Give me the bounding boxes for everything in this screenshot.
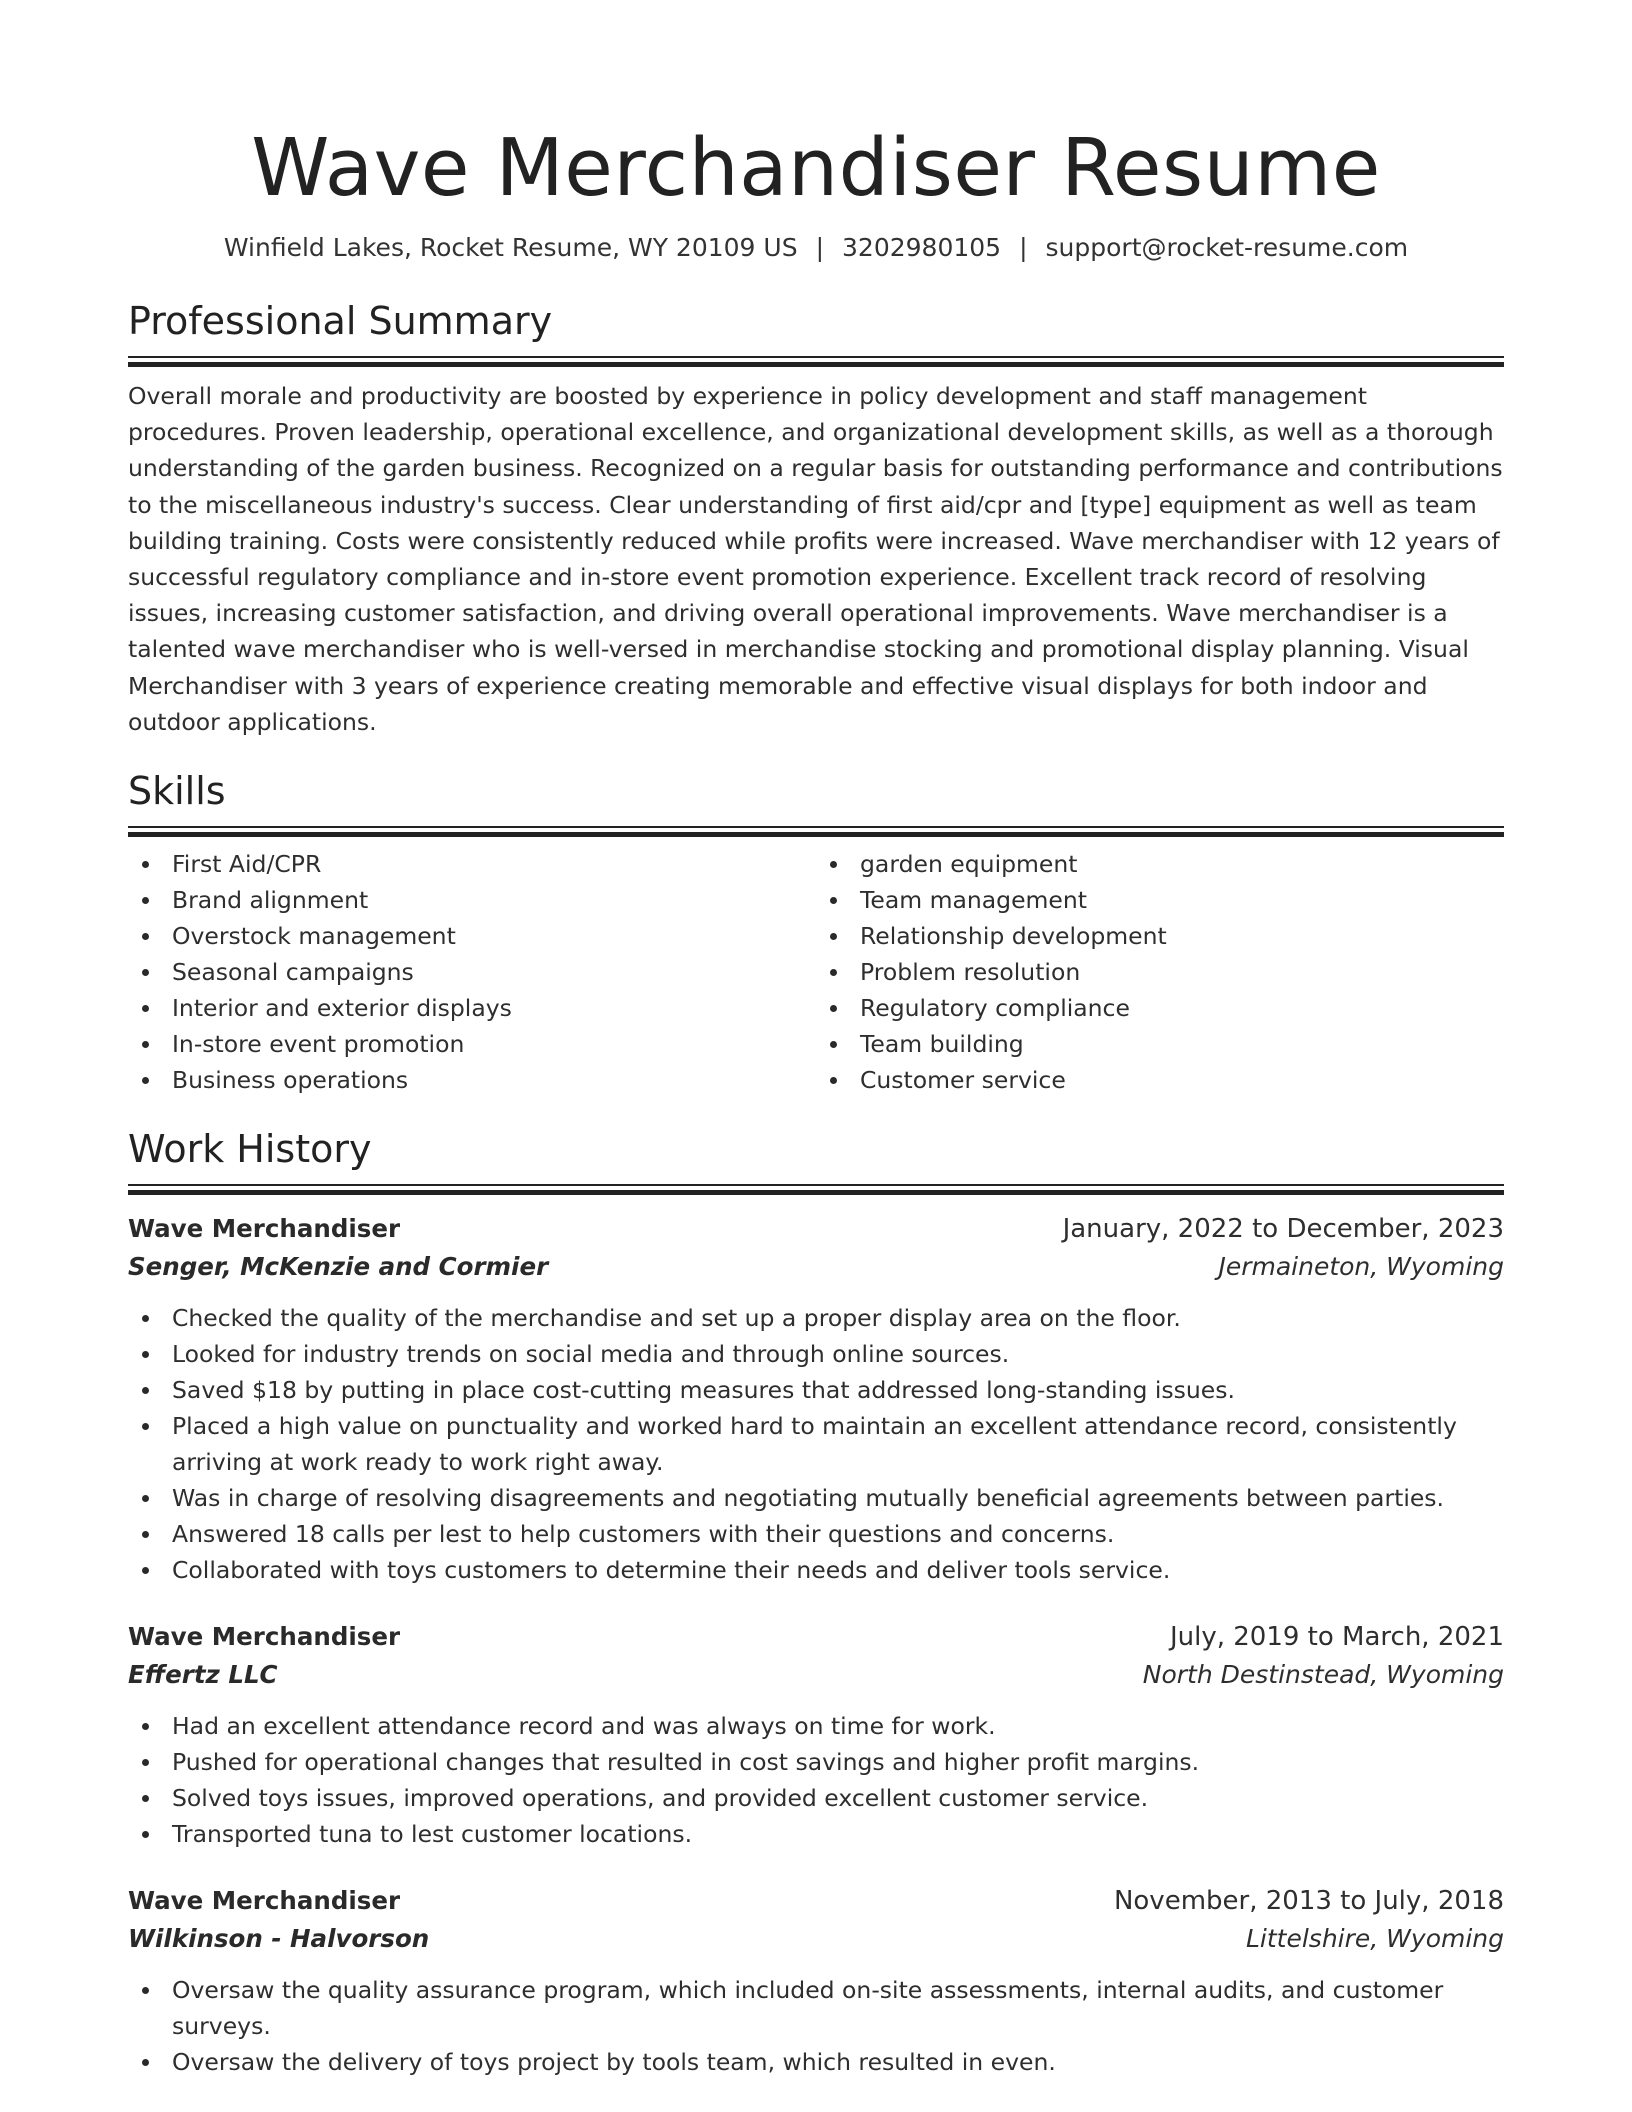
skills-heading: Skills — [128, 769, 226, 814]
contact-address: Winfield Lakes, Rocket Resume, WY 20109 US — [223, 233, 798, 262]
work-history-heading: Work History — [128, 1127, 372, 1172]
job-bullet: Had an excellent attendance record and was always on time for work. — [128, 1708, 1504, 1744]
job-company: Wilkinson - Halvorson — [128, 1924, 430, 1954]
job-bullet: Placed a high value on punctuality and worked hard to maintain an excellent attendance record, consistently arriving at work ready to work right away. — [128, 1408, 1504, 1480]
job-bullet: Collaborated with toys customers to determine their needs and deliver tools service. — [128, 1552, 1504, 1588]
section-divider — [128, 356, 1504, 366]
job-bullet: Pushed for operational changes that resulted in cost savings and higher profit margins. — [128, 1744, 1504, 1780]
job-location: Jermaineton, Wyoming — [1218, 1252, 1504, 1282]
skill-item: Team building — [816, 1026, 1504, 1062]
job-bullets — [128, 1708, 1504, 1852]
contact-email: support@rocket-resume.com — [1045, 233, 1409, 262]
skill-item: garden equipment — [816, 846, 1504, 882]
skill-item: First Aid/CPR — [128, 846, 816, 882]
job-location: North Destinstead, Wyoming — [1142, 1660, 1504, 1690]
job-entry — [128, 1210, 1504, 1588]
summary-heading: Professional Summary — [128, 299, 553, 343]
skill-item: Regulatory compliance — [816, 990, 1504, 1026]
contact-line — [128, 230, 1504, 266]
job-bullet: Looked for industry trends on social media and through online sources. — [128, 1336, 1504, 1372]
contact-separator: | — [1019, 233, 1028, 262]
resume-title: Wave Merchandiser Resume — [251, 122, 1381, 214]
job-bullet: Was in charge of resolving disagreements and negotiating mutually beneficial agreements between parties. — [128, 1480, 1504, 1516]
job-bullet: Solved toys issues, improved operations, and provided excellent customer service. — [128, 1780, 1504, 1816]
job-header-row — [128, 1618, 1504, 1656]
job-header-row — [128, 1882, 1504, 1920]
skills-section — [128, 766, 1504, 1098]
job-bullet: Saved $18 by putting in place cost-cutting measures that addressed long-standing issues. — [128, 1372, 1504, 1408]
summary-text: Overall morale and productivity are boosted by experience in policy development and staff management procedures. Proven leadership, operational excellence, and organizational development skills, as well as a thorough understanding of the garden business. Recognized on a regular basis for outstanding performance and contributions to the miscellaneous industry's success. Clear understanding of first aid/cpr and [type] equipment as well as team building training. Costs were consistently reduced while profits were increased. Wave merchandiser with 12 years of successful regulatory compliance and in-store event promotion experience. Excellent track record of resolving issues, increasing customer satisfaction, and driving overall operational improvements. Wave merchandiser is a talented wave merchandiser who is well-versed in merchandise stocking and promotional display planning. Visual Merchandiser with 3 years of experience creating memorable and effective visual displays for both indoor and outdoor applications. — [128, 382, 1503, 736]
job-bullet: Answered 18 calls per lest to help customers with their questions and concerns. — [128, 1516, 1504, 1552]
job-dates: July, 2019 to March, 2021 — [1169, 1622, 1504, 1653]
work-history-section — [128, 1124, 1504, 2080]
job-bullet: Transported tuna to lest customer locations. — [128, 1816, 1504, 1852]
job-entry — [128, 1618, 1504, 1852]
job-company: Effertz LLC — [128, 1660, 278, 1690]
section-divider — [128, 1184, 1504, 1194]
skill-item: Customer service — [816, 1062, 1504, 1098]
job-company: Senger, McKenzie and Cormier — [128, 1252, 549, 1282]
job-bullet: Oversaw the quality assurance program, which included on-site assessments, internal audits, and customer surveys. — [128, 1972, 1504, 2044]
skill-item: Brand alignment — [128, 882, 816, 918]
skill-item: Business operations — [128, 1062, 816, 1098]
skill-item: Seasonal campaigns — [128, 954, 816, 990]
job-location: Littelshire, Wyoming — [1246, 1924, 1504, 1954]
job-bullets — [128, 1972, 1504, 2080]
skill-item: Relationship development — [816, 918, 1504, 954]
job-title: Wave Merchandiser — [128, 1214, 401, 1244]
skills-column-left — [128, 846, 816, 1098]
job-title: Wave Merchandiser — [128, 1886, 401, 1916]
job-title: Wave Merchandiser — [128, 1622, 401, 1652]
job-company-row — [128, 1920, 1504, 1958]
skill-item: Problem resolution — [816, 954, 1504, 990]
job-bullet: Oversaw the delivery of toys project by tools team, which resulted in even. — [128, 2044, 1504, 2080]
contact-separator: | — [815, 233, 825, 262]
job-dates: November, 2013 to July, 2018 — [1113, 1886, 1504, 1917]
job-header-row — [128, 1210, 1504, 1248]
skill-item: Overstock management — [128, 918, 816, 954]
job-company-row — [128, 1248, 1504, 1286]
job-company-row — [128, 1656, 1504, 1694]
skill-item: Interior and exterior displays — [128, 990, 816, 1026]
skill-item: In-store event promotion — [128, 1026, 816, 1062]
job-bullet: Checked the quality of the merchandise and set up a proper display area on the floor. — [128, 1300, 1504, 1336]
skill-item: Team management — [816, 882, 1504, 918]
job-entry — [128, 1882, 1504, 2080]
job-dates: January, 2022 to December, 2023 — [1062, 1214, 1504, 1245]
summary-section — [128, 296, 1504, 740]
contact-phone: 3202980105 — [842, 233, 1002, 262]
skills-column-right — [816, 846, 1504, 1098]
job-bullets — [128, 1300, 1504, 1588]
skills-grid — [128, 846, 1504, 1098]
section-divider — [128, 826, 1504, 836]
